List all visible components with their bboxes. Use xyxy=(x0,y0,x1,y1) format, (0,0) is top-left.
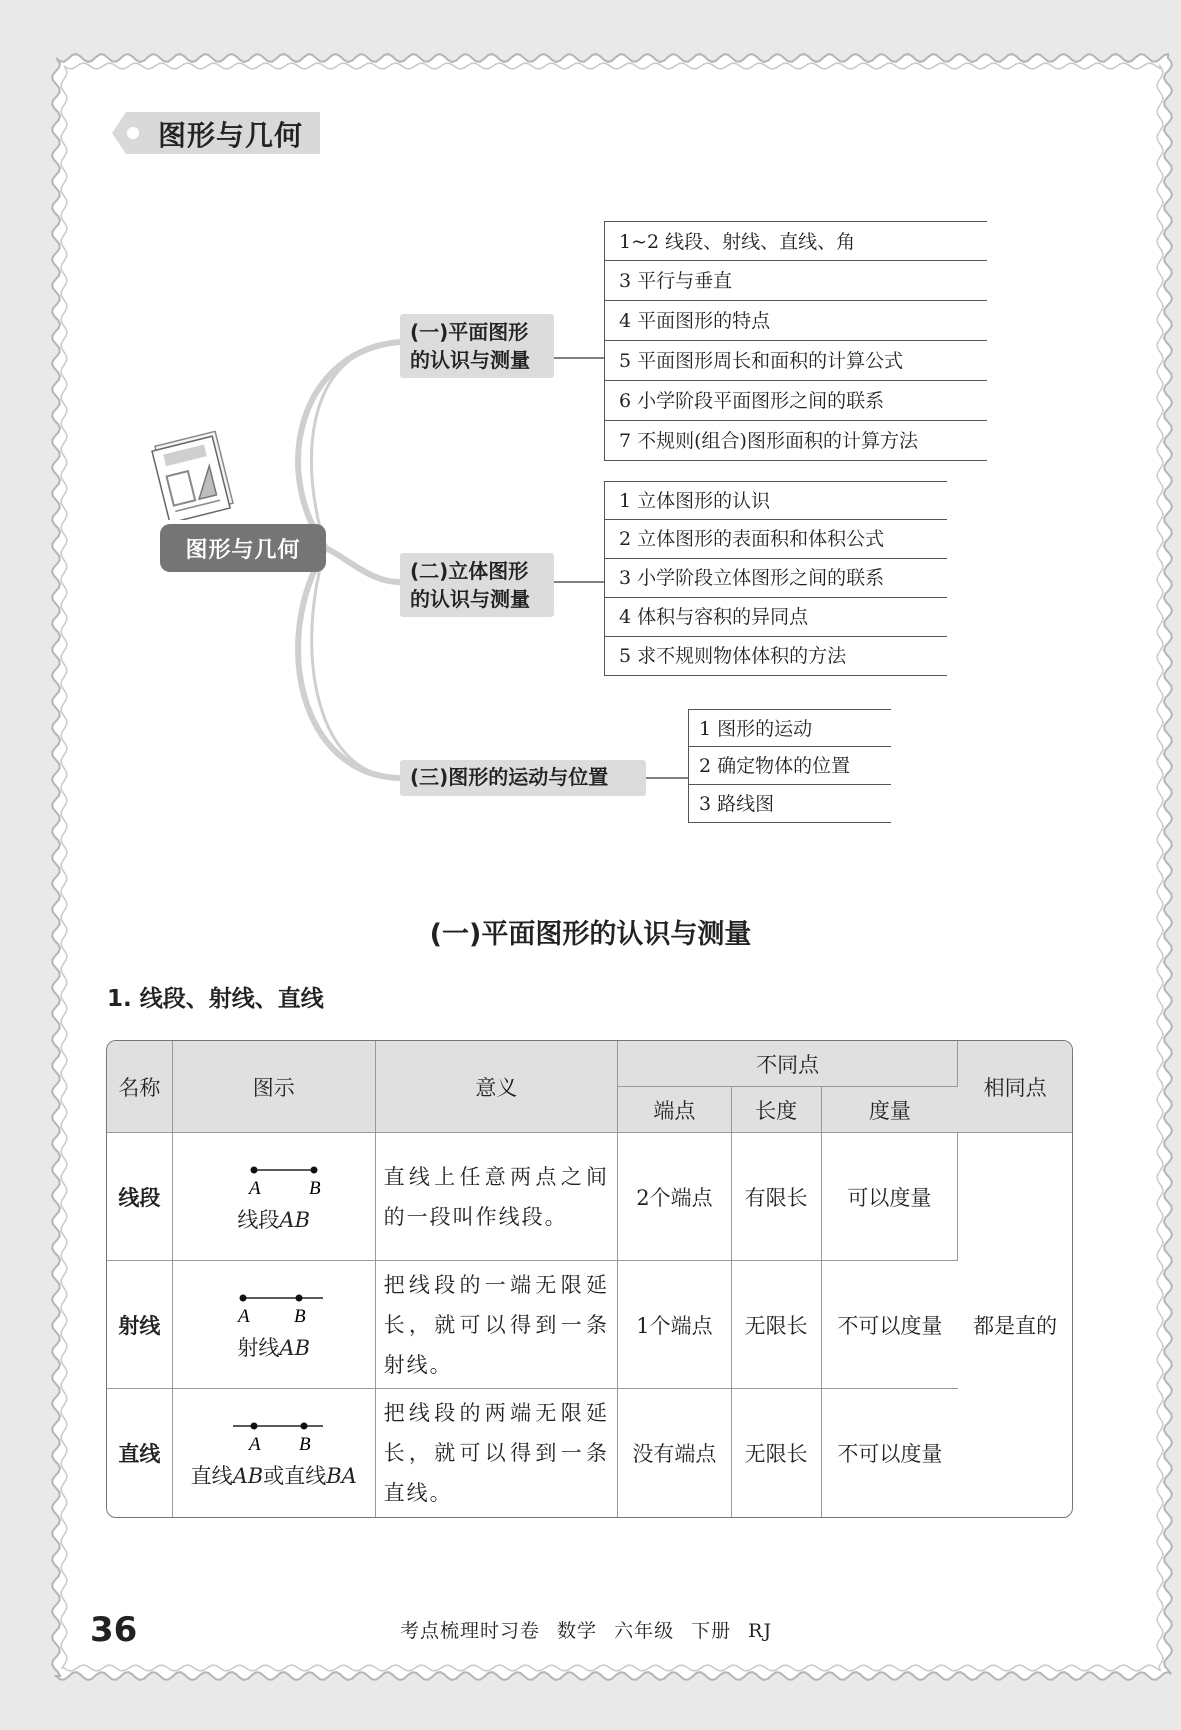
math-book-icon xyxy=(145,430,241,520)
subsection-title: (一)平面图形的认识与测量 xyxy=(429,919,752,950)
header-difference: 不同点 xyxy=(618,1041,958,1087)
figure-caption xyxy=(173,1204,375,1234)
figure-cell xyxy=(173,1133,376,1261)
caption-mid: 或直线 xyxy=(263,1464,327,1488)
leaf-item: 2 确定物体的位置 xyxy=(689,747,891,785)
leaf-group-solid-figures xyxy=(604,481,947,676)
meaning-cell: 直线上任意两点之间的一段叫作线段。 xyxy=(376,1133,618,1261)
mindmap-branch-solid-figures xyxy=(400,553,554,617)
header-meaning: 意义 xyxy=(376,1041,618,1133)
line-diagram xyxy=(219,1416,329,1456)
meaning-cell: 把线段的一端无限延长，就可以得到一条射线。 xyxy=(376,1261,618,1389)
ray-diagram xyxy=(219,1288,329,1328)
length-cell: 有限长 xyxy=(732,1133,822,1261)
mindmap-branch-motion-position xyxy=(400,760,646,796)
leaf-item: 2 立体图形的表面积和体积公式 xyxy=(605,520,947,559)
segment-diagram xyxy=(219,1160,329,1200)
figure-cell xyxy=(173,1389,376,1517)
leaf-item: 4 体积与容积的异同点 xyxy=(605,598,947,637)
leaf-item: 1 立体图形的认识 xyxy=(605,481,947,520)
point-b-label: B xyxy=(293,1305,306,1327)
measure-cell: 可以度量 xyxy=(822,1133,959,1261)
point-b-label: B xyxy=(308,1177,321,1199)
header-name: 名称 xyxy=(107,1041,173,1133)
leaf-item: 1~2 线段、射线、直线、角 xyxy=(605,221,987,261)
header-measure: 度量 xyxy=(822,1087,959,1133)
figure-caption xyxy=(173,1332,375,1362)
leaf-item: 5 求不规则物体体积的方法 xyxy=(605,637,947,676)
leaf-item: 7 不规则(组合)图形面积的计算方法 xyxy=(605,421,987,461)
point-a-label: A xyxy=(248,1434,261,1455)
leaf-item: 3 小学阶段立体图形之间的联系 xyxy=(605,559,947,598)
connector-branch-2 xyxy=(326,548,400,582)
endpoints-cell: 1个端点 xyxy=(618,1261,732,1389)
table-row xyxy=(107,1389,1072,1517)
point-a-label: A xyxy=(237,1305,250,1327)
caption-text: 直线 xyxy=(190,1464,233,1488)
mindmap-root: 图形与几何 xyxy=(160,524,326,572)
topic-title: 1. 线段、射线、直线 xyxy=(107,986,324,1012)
meaning-cell: 把线段的两端无限延长，就可以得到一条直线。 xyxy=(376,1389,618,1517)
section-tab-label: 图形与几何 xyxy=(158,119,304,152)
measure-cell: 不可以度量 xyxy=(822,1261,959,1389)
mindmap-branch-plane-figures xyxy=(400,314,554,378)
common-cell: 都是直的 xyxy=(973,1314,1058,1338)
caption-label-2: BA xyxy=(326,1464,357,1488)
figure-cell xyxy=(173,1261,376,1389)
endpoints-cell: 2个端点 xyxy=(618,1133,732,1261)
row-name: 线段 xyxy=(107,1133,173,1261)
table-row xyxy=(107,1133,1072,1261)
leaf-item: 3 路线图 xyxy=(689,785,891,823)
point-b-label: B xyxy=(298,1434,311,1455)
header-common: 相同点 xyxy=(958,1041,1072,1133)
footer-book-info: 考点梳理时习卷 数学 六年级 下册 RJ xyxy=(400,1620,773,1642)
leaf-item: 6 小学阶段平面图形之间的联系 xyxy=(605,381,987,421)
page-number: 36 xyxy=(90,1610,138,1650)
branch-label-line2: 的认识与测量 xyxy=(410,587,530,611)
branch-label-line2: 的认识与测量 xyxy=(410,348,530,372)
caption-label: AB xyxy=(279,1207,311,1232)
leaf-item: 5 平面图形周长和面积的计算公式 xyxy=(605,341,987,381)
branch-label-line1: (二)立体图形 xyxy=(410,559,529,583)
leaf-item: 1 图形的运动 xyxy=(689,709,891,747)
caption-text: 射线 xyxy=(237,1335,280,1360)
caption-text: 线段 xyxy=(237,1207,280,1232)
leaf-group-motion-position xyxy=(688,709,891,823)
row-name: 射线 xyxy=(107,1261,173,1389)
point-a-label: A xyxy=(248,1177,261,1199)
leaf-item: 3 平行与垂直 xyxy=(605,261,987,301)
header-figure: 图示 xyxy=(173,1041,376,1133)
caption-label: AB xyxy=(279,1335,311,1360)
endpoints-cell: 没有端点 xyxy=(618,1389,732,1517)
branch-label-line1: (一)平面图形 xyxy=(410,320,529,344)
header-endpoints: 端点 xyxy=(618,1087,732,1133)
lines-comparison-table xyxy=(106,1040,1073,1518)
table-row xyxy=(107,1261,1072,1389)
leaf-group-plane-figures xyxy=(604,221,987,461)
header-length: 长度 xyxy=(732,1087,822,1133)
length-cell: 无限长 xyxy=(732,1389,822,1517)
caption-label: AB xyxy=(232,1464,264,1488)
figure-caption xyxy=(173,1460,375,1490)
length-cell: 无限长 xyxy=(732,1261,822,1389)
measure-cell: 不可以度量 xyxy=(837,1442,943,1466)
row-name: 直线 xyxy=(107,1389,173,1517)
branch-label-line1: (三)图形的运动与位置 xyxy=(410,765,609,789)
leaf-item: 4 平面图形的特点 xyxy=(605,301,987,341)
